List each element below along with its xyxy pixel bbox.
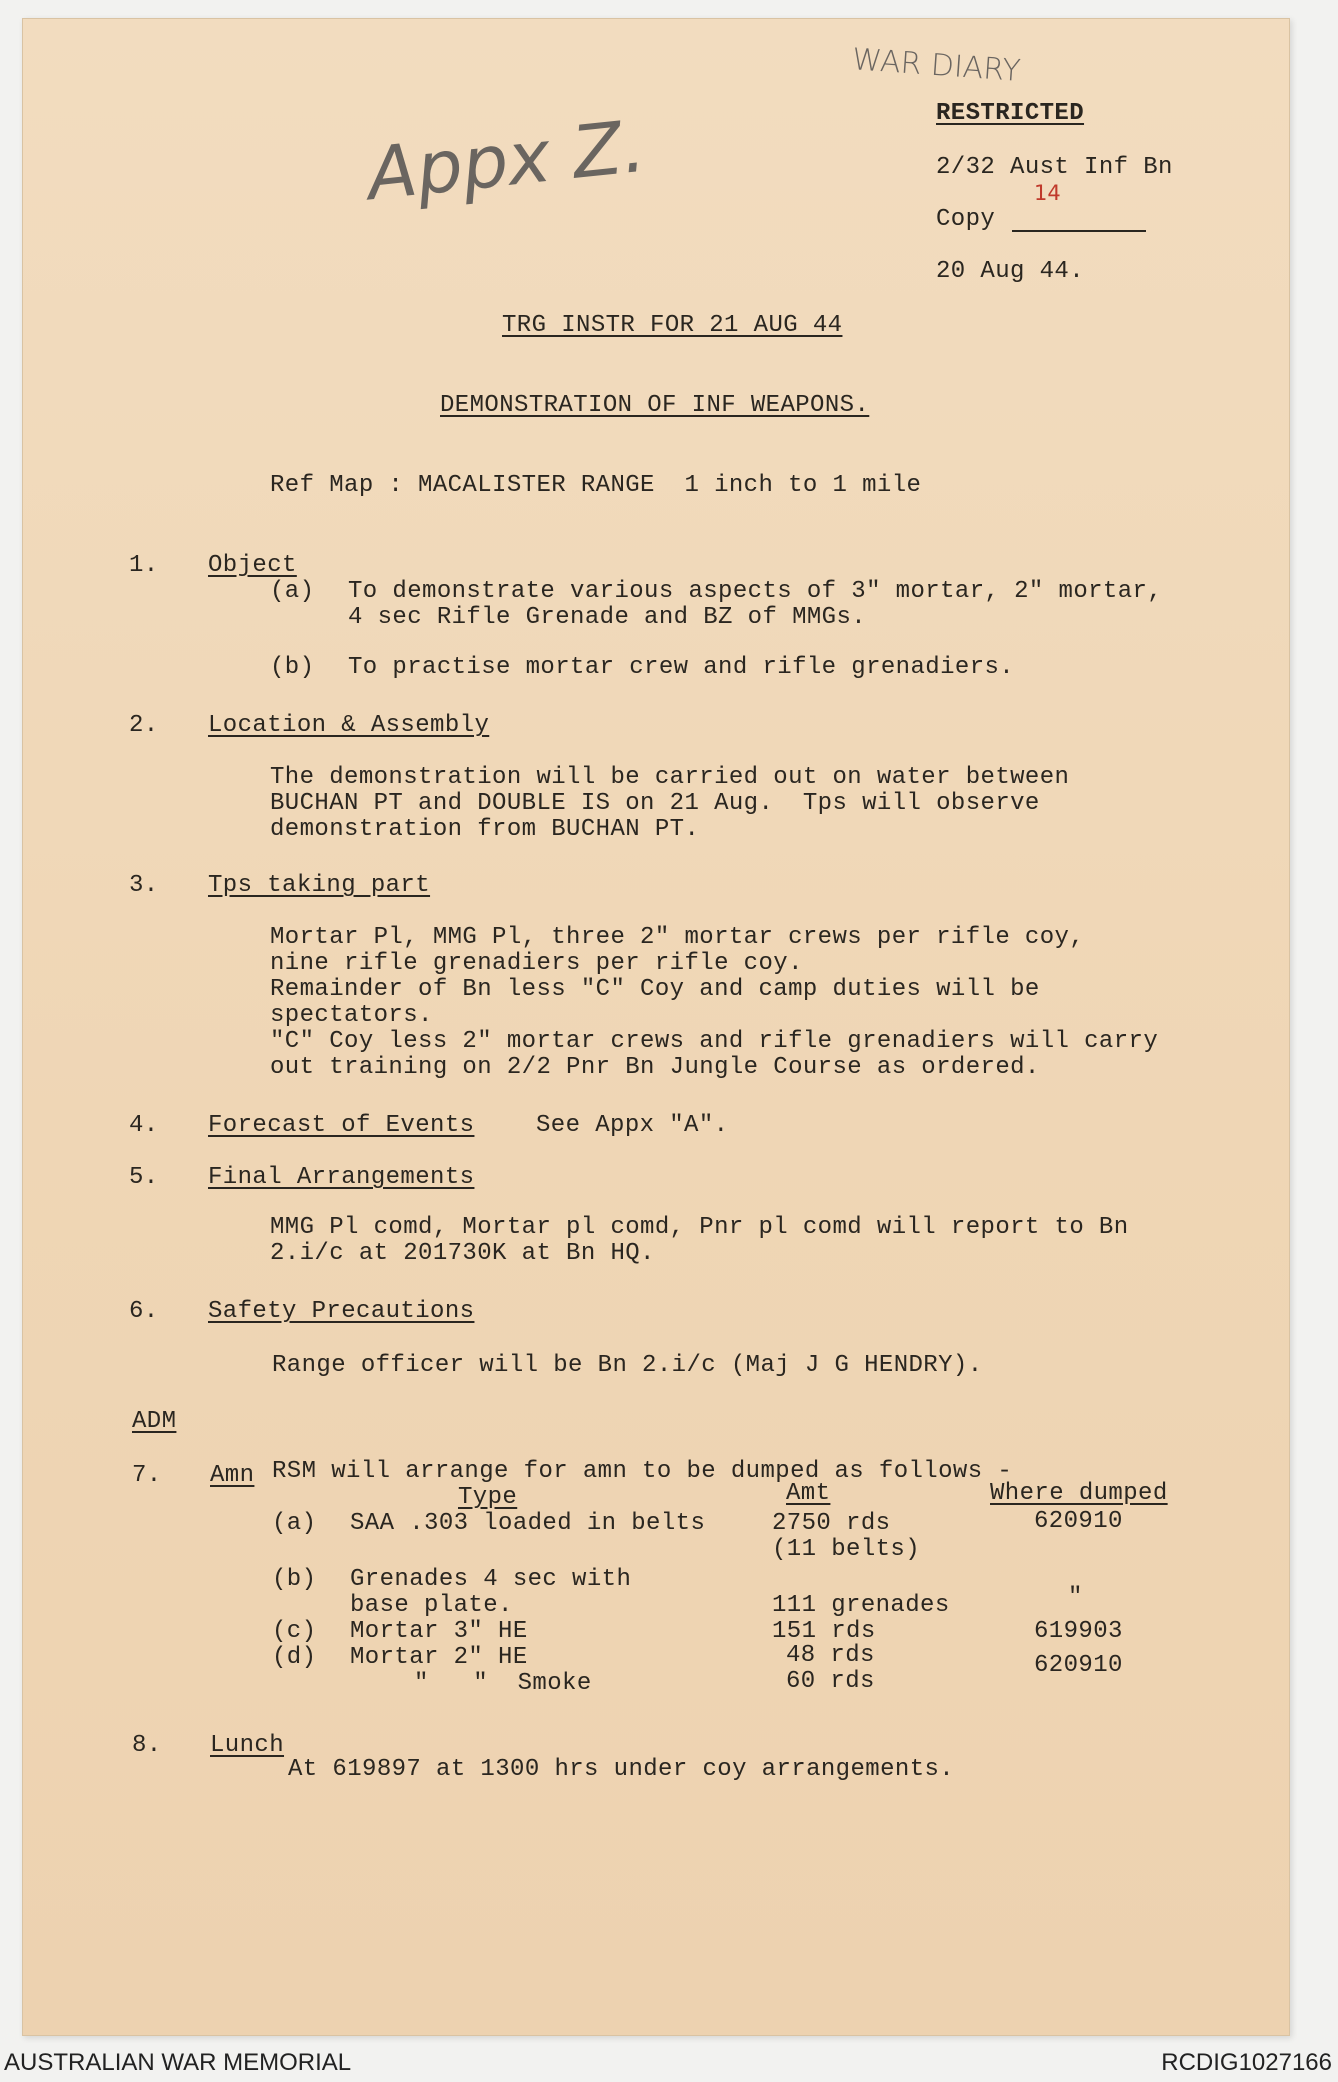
section-7-intro: RSM will arrange for amn to be dumped as follows -: [272, 1458, 1013, 1485]
amn-row-amt: 48 rds: [786, 1642, 875, 1669]
section-2-line1: The demonstration will be carried out on water between: [270, 764, 1070, 791]
classification-label: RESTRICTED: [936, 100, 1085, 127]
copy-number: 14: [1034, 181, 1061, 205]
page-title: TRG INSTR FOR 21 AUG 44: [502, 312, 843, 339]
amn-row-label: (a): [272, 1510, 317, 1537]
amn-row-where: ": [1068, 1584, 1083, 1611]
copy-line: [1012, 230, 1146, 232]
section-1-b-label: (b): [270, 654, 315, 681]
section-8-heading: Lunch: [210, 1732, 285, 1759]
section-1-a-line2: 4 sec Rifle Grenade and BZ of MMGs.: [348, 604, 867, 631]
amn-row-type: " " Smoke: [414, 1670, 592, 1697]
section-2-line2: BUCHAN PT and DOUBLE IS on 21 Aug. Tps will observe: [270, 790, 1040, 817]
section-6-number: 6.: [129, 1298, 159, 1325]
section-1-number: 1.: [129, 552, 159, 579]
section-3-line3: Remainder of Bn less "C" Coy and camp duties will be: [270, 976, 1040, 1003]
amn-row-where: 619903: [1034, 1618, 1123, 1645]
amn-row-type: Grenades 4 sec with: [350, 1566, 632, 1593]
amn-row-amt-detail: (11 belts): [772, 1536, 921, 1563]
amn-row-where: 620910: [1034, 1652, 1123, 1679]
section-1-a-label: (a): [270, 578, 315, 605]
section-1-a-line1: To demonstrate various aspects of 3" mortar, 2" mortar,: [348, 578, 1163, 605]
adm-heading: ADM: [132, 1408, 177, 1435]
section-3-line1: Mortar Pl, MMG Pl, three 2" mortar crews per rifle coy,: [270, 924, 1085, 951]
section-7-heading: Amn: [210, 1462, 255, 1489]
handwritten-appx: Appx Z.: [363, 103, 650, 217]
amn-row-amt: 60 rds: [786, 1668, 875, 1695]
section-2-line3: demonstration from BUCHAN PT.: [270, 816, 700, 843]
amn-row-label: (d): [272, 1644, 317, 1671]
document-page: [22, 18, 1290, 2036]
section-3-line2: nine rifle grenadiers per rifle coy.: [270, 950, 803, 977]
section-3-line5: "C" Coy less 2" mortar crews and rifle grenadiers will carry: [270, 1028, 1159, 1055]
amn-row-label: (b): [272, 1566, 317, 1593]
amn-row-amt: 2750 rds: [772, 1510, 891, 1537]
footer-left: AUSTRALIAN WAR MEMORIAL: [4, 2049, 352, 2076]
section-3-line6: out training on 2/2 Pnr Bn Jungle Course as ordered.: [270, 1054, 1040, 1081]
section-1-heading: Object: [208, 552, 297, 579]
amn-row-amt: 151 rds: [772, 1618, 876, 1645]
amn-col-amt: Amt: [786, 1480, 831, 1507]
section-7-number: 7.: [132, 1462, 162, 1489]
amn-row-label: (c): [272, 1618, 317, 1645]
section-4-heading: Forecast of Events: [208, 1112, 475, 1139]
section-5-heading: Final Arrangements: [208, 1164, 475, 1191]
section-1-b-line1: To practise mortar crew and rifle grenadiers.: [348, 654, 1015, 681]
section-3-line4: spectators.: [270, 1002, 433, 1029]
section-4-number: 4.: [129, 1112, 159, 1139]
handwritten-war-diary: WAR DIARY: [850, 42, 1022, 89]
amn-row-amt: 111 grenades: [772, 1592, 950, 1619]
section-5-line2: 2.i/c at 201730K at Bn HQ.: [270, 1240, 655, 1267]
section-2-number: 2.: [129, 712, 159, 739]
section-5-line1: MMG Pl comd, Mortar pl comd, Pnr pl comd will report to Bn: [270, 1214, 1129, 1241]
amn-row-type: Mortar 2" HE: [350, 1644, 528, 1671]
section-8-line1: At 619897 at 1300 hrs under coy arrangements.: [288, 1756, 955, 1783]
amn-row-type-line2: base plate.: [350, 1592, 513, 1619]
section-3-heading: Tps taking part: [208, 872, 431, 899]
footer-right: RCDIG1027166: [1161, 2049, 1332, 2076]
amn-col-type: Type: [458, 1484, 518, 1511]
section-6-heading: Safety Precautions: [208, 1298, 475, 1325]
section-4-text: See Appx "A".: [536, 1112, 729, 1139]
amn-row-type: Mortar 3" HE: [350, 1618, 528, 1645]
section-2-heading: Location & Assembly: [208, 712, 490, 739]
document-date: 20 Aug 44.: [936, 258, 1085, 285]
unit-label: 2/32 Aust Inf Bn: [936, 154, 1173, 181]
section-3-number: 3.: [129, 872, 159, 899]
section-6-line1: Range officer will be Bn 2.i/c (Maj J G HENDRY).: [272, 1352, 983, 1379]
amn-row-where: 620910: [1034, 1508, 1123, 1535]
section-8-number: 8.: [132, 1732, 162, 1759]
copy-label: Copy: [936, 206, 996, 233]
ref-map: Ref Map : MACALISTER RANGE 1 inch to 1 mile: [270, 472, 922, 499]
amn-row-type: SAA .303 loaded in belts: [350, 1510, 706, 1537]
section-5-number: 5.: [129, 1164, 159, 1191]
page-subtitle: DEMONSTRATION OF INF WEAPONS.: [440, 392, 870, 419]
amn-col-where: Where dumped: [990, 1480, 1168, 1507]
